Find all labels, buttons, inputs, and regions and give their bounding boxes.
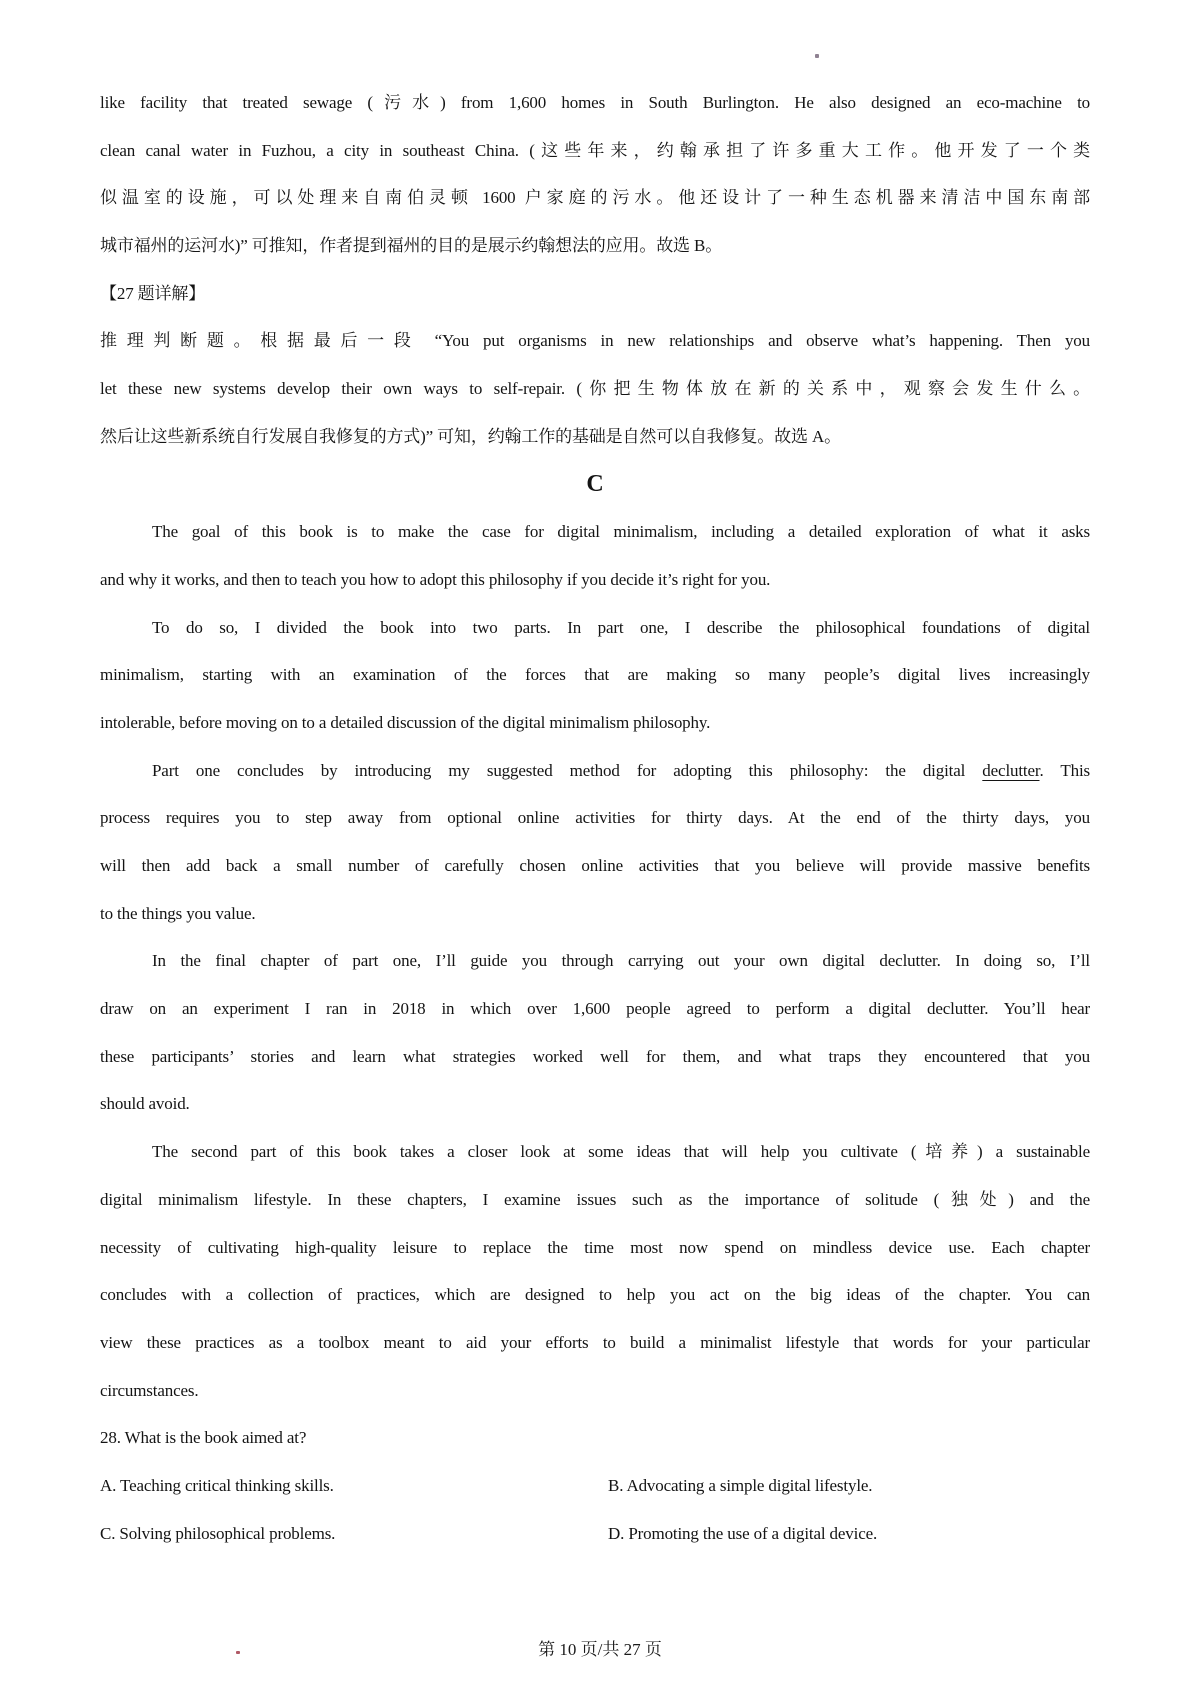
answer26-line: 城市福州的运河水)” 可推知，作者提到福州的目的是展示约翰想法的应用。故选 B。 — [100, 236, 723, 256]
passage-line: will then add back a small number of carefully chosen online activities that you believe will provide massive benefits — [100, 856, 1090, 875]
passage-line: circumstances. — [100, 1380, 199, 1400]
underlined-word-declutter: declutter — [982, 760, 1040, 780]
passage-line: intolerable, before moving on to a detailed discussion of the digital minimalism philosophy. — [100, 712, 711, 732]
passage-line: In the final chapter of part one, I’ll guide you through carrying out your own digital declutter. In doing so, I’ll — [152, 951, 1090, 971]
answer26-line: clean canal water in Fuzhou, a city in southeast China. (这些年来，约翰承担了许多重大工作。他开发了一个类 — [100, 140, 1090, 160]
options-row — [100, 1510, 1090, 1558]
question-28-stem: 28. What is the book aimed at? — [100, 1428, 307, 1448]
option-a: A. Teaching critical thinking skills. — [100, 1475, 334, 1495]
passage-line: and why it works, and then to teach you how to adopt this philosophy if you decide it’s right for you. — [100, 569, 771, 589]
passage-line: The goal of this book is to make the case for digital minimalism, including a detailed exploration of what it asks — [152, 522, 1090, 542]
option-c: C. Solving philosophical problems. — [100, 1523, 336, 1543]
page-number-indicator: 第 10 页/共 27 页 — [538, 1640, 662, 1659]
passage-line: view these practices as a toolbox meant to aid your efforts to build a minimalist lifestyle that words for your particular — [100, 1332, 1090, 1352]
passage-line: process requires you to step away from optional online activities for thirty days. At the end of the thirty days, you — [100, 808, 1090, 828]
answer26-line: 似温室的设施，可以处理来自南伯灵顿 1600 户家庭的污水。他还设计了一种生态机器来清洁中国东南部 — [100, 188, 1090, 208]
passage-text: Part one concludes by introducing my suggested method for adopting this philosophy: the digital — [152, 760, 983, 780]
passage-line: The second part of this book takes a closer look at some ideas that will help you cultivate (培养) a sustainable — [152, 1142, 1090, 1162]
passage-line: necessity of cultivating high-quality leisure to replace the time most now spend on mindless device use. Each chapter — [100, 1237, 1090, 1257]
options-row — [100, 1462, 1090, 1510]
passage-line: should avoid. — [100, 1094, 190, 1114]
scan-speck — [815, 54, 819, 58]
option-b: B. Advocating a simple digital lifestyle. — [608, 1475, 873, 1495]
answer27-line: 推理判断题。根据最后一段 “You put organisms in new relationships and observe what’s happening. Then you — [100, 331, 1090, 351]
option-d: D. Promoting the use of a digital device. — [608, 1523, 878, 1543]
passage-line: to the things you value. — [100, 903, 256, 923]
page-content — [100, 79, 1090, 1557]
passage-line: digital minimalism lifestyle. In these chapters, I examine issues such as the importance of solitude (独处) and the — [100, 1189, 1090, 1209]
passage-line: concludes with a collection of practices, which are designed to help you act on the big ideas of the chapter. You can — [100, 1285, 1090, 1305]
passage-text: . This — [1039, 760, 1090, 780]
answer27-line: let these new systems develop their own ways to self-repair. (你把生物体放在新的关系中，观察会发生什么。 — [100, 379, 1090, 399]
answer27-line: 然后让这些新系统自行发展自我修复的方式)” 可知，约翰工作的基础是自然可以自我修复。故选 A。 — [100, 426, 841, 446]
section-label-c: C — [586, 470, 604, 497]
passage-line: To do so, I divided the book into two parts. In part one, I describe the philosophical foundations of digital — [152, 617, 1090, 637]
passage-line: minimalism, starting with an examination of the forces that are making so many people’s digital lives increasingly — [100, 665, 1090, 685]
passage-line: these participants’ stories and learn what strategies worked well for them, and what traps they encountered that you — [100, 1046, 1090, 1066]
passage-line — [100, 747, 1090, 795]
answer27-heading: 【27 题详解】 — [100, 283, 206, 303]
answer26-line: like facility that treated sewage (污水) from 1,600 homes in South Burlington. He also designed an eco-machine to — [100, 93, 1090, 112]
passage-line: draw on an experiment I ran in 2018 in which over 1,600 people agreed to perform a digital declutter. You’ll hear — [100, 999, 1090, 1019]
